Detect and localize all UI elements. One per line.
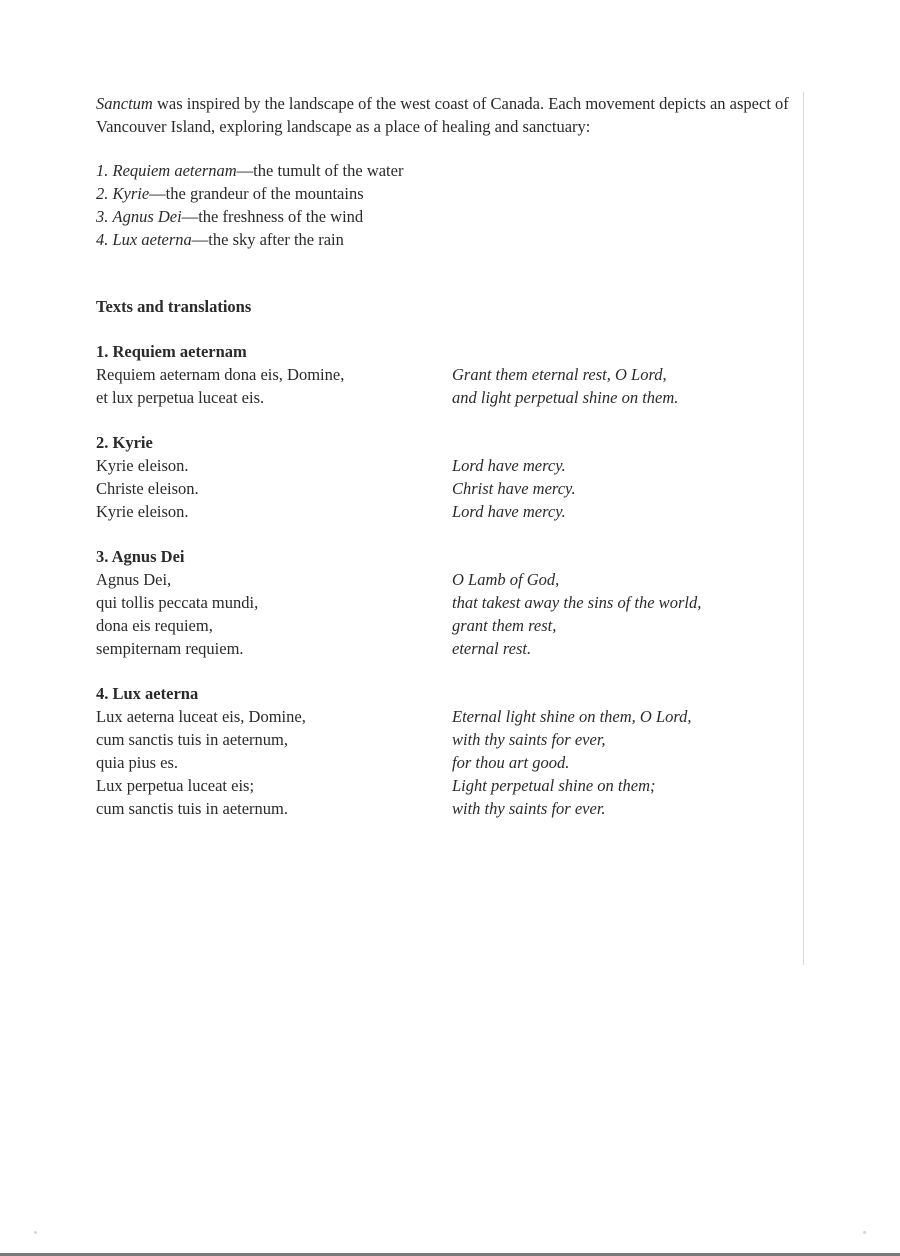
movement-block: [96, 340, 808, 409]
latin-line: cum sanctis tuis in aeternum.: [96, 799, 288, 818]
text-line: [96, 774, 808, 797]
movement-title: 1. Requiem aeternam: [96, 342, 247, 361]
text-line: [96, 477, 808, 500]
english-line: and light perpetual shine on them.: [452, 388, 679, 407]
latin-line: Lux aeterna luceat eis, Domine,: [96, 707, 306, 726]
movement-list-item: 2. Kyrie—the grandeur of the mountains: [96, 184, 364, 203]
movement-list-item: 3. Agnus Dei—the freshness of the wind: [96, 207, 364, 226]
english-line: Lord have mercy.: [452, 456, 566, 475]
text-line: [96, 454, 808, 477]
english-line: eternal rest.: [452, 639, 532, 658]
english-line: grant them rest,: [452, 616, 557, 635]
text-line: [96, 363, 808, 386]
english-line: Grant them eternal rest, O Lord,: [452, 365, 667, 384]
latin-line: Lux perpetua luceat eis;: [96, 776, 255, 795]
movement-title: 4. Lux aeterna: [96, 684, 199, 703]
intro-text: was inspired by the landscape of the west coast of Canada. Each movement depicts an aspect of Vancouver Island, exploring landscape as a place of healing and sanctuary:: [96, 94, 789, 136]
latin-line: Kyrie eleison.: [96, 456, 189, 475]
movement-block: [96, 545, 808, 660]
english-line: Light perpetual shine on them;: [452, 776, 656, 795]
text-line: [96, 637, 808, 660]
text-line: [96, 728, 808, 751]
movement-list-item: 1. Requiem aeternam—the tumult of the water: [96, 161, 404, 180]
text-line: [96, 705, 808, 728]
latin-line: Agnus Dei,: [96, 570, 172, 589]
latin-line: et lux perpetua luceat eis.: [96, 388, 265, 407]
text-line: [96, 751, 808, 774]
latin-line: Christe eleison.: [96, 479, 199, 498]
text-line: [96, 386, 808, 409]
section-title: Texts and translations: [96, 297, 252, 316]
latin-line: dona eis requiem,: [96, 616, 213, 635]
english-line: Lord have mercy.: [452, 502, 566, 521]
text-line: [96, 500, 808, 523]
movement-title: 3. Agnus Dei: [96, 547, 185, 566]
latin-line: Requiem aeternam dona eis, Domine,: [96, 365, 345, 384]
text-line: [96, 591, 808, 614]
english-line: Christ have mercy.: [452, 479, 576, 498]
latin-line: quia pius es.: [96, 753, 179, 772]
english-line: O Lamb of God,: [452, 570, 560, 589]
latin-line: sempiternam requiem.: [96, 639, 244, 658]
text-line: [96, 568, 808, 591]
intro-paragraph: [96, 92, 808, 138]
movement-list: [96, 159, 808, 251]
corner-mark: [34, 1231, 37, 1234]
latin-line: cum sanctis tuis in aeternum,: [96, 730, 288, 749]
movement-block: [96, 431, 808, 523]
intro-title-italic: Sanctum: [96, 94, 153, 113]
english-line: that takest away the sins of the world,: [452, 593, 702, 612]
document-content: [96, 92, 808, 820]
movement-title: 2. Kyrie: [96, 433, 153, 452]
text-line: [96, 797, 808, 820]
movement-block: [96, 682, 808, 820]
latin-line: Kyrie eleison.: [96, 502, 189, 521]
english-line: with thy saints for ever.: [452, 799, 606, 818]
latin-line: qui tollis peccata mundi,: [96, 593, 259, 612]
english-line: for thou art good.: [452, 753, 570, 772]
movement-list-item: 4. Lux aeterna—the sky after the rain: [96, 230, 344, 249]
corner-mark: [863, 1231, 866, 1234]
english-line: Eternal light shine on them, O Lord,: [452, 707, 692, 726]
text-line: [96, 614, 808, 637]
english-line: with thy saints for ever,: [452, 730, 606, 749]
